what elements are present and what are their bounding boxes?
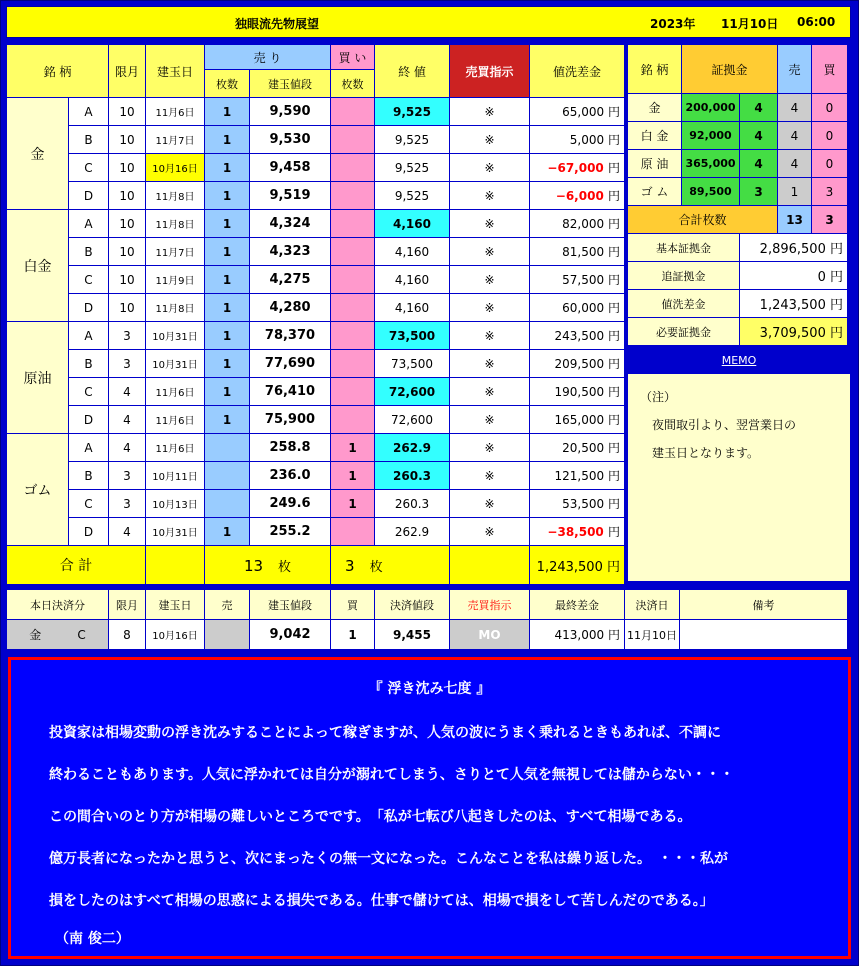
position-label: B (69, 350, 109, 378)
page-title: 独眼流先物展望 (235, 17, 320, 31)
position-price: 9,530 (250, 126, 331, 154)
settlement-header: 売 (205, 590, 250, 620)
position-month: 4 (109, 434, 146, 462)
position-diff: 121,500 円 (530, 462, 625, 490)
position-diff: −6,000 円 (530, 182, 625, 210)
position-month: 10 (109, 266, 146, 294)
position-buy (331, 126, 375, 154)
position-label: C (69, 154, 109, 182)
settlement-header: 限月 (109, 590, 146, 620)
settlement-header: 最終差金 (530, 590, 625, 620)
position-price: 75,900 (250, 406, 331, 434)
message-author: （南 俊二） (55, 931, 130, 947)
header-time: 06:00 (797, 15, 836, 29)
position-buy (331, 378, 375, 406)
position-close: 9,525 (375, 154, 450, 182)
position-sell: 1 (205, 406, 250, 434)
settlement-header: 売買指示 (450, 590, 530, 620)
position-date: 11月6日 (146, 406, 205, 434)
settlement-header: 決済日 (625, 590, 680, 620)
position-buy (331, 98, 375, 126)
margin-sell: 4 (778, 122, 812, 150)
position-date: 10月31日 (146, 350, 205, 378)
position-month: 4 (109, 378, 146, 406)
header-tategyoku-nedan: 建玉値段 (250, 70, 331, 98)
position-sell: 1 (205, 238, 250, 266)
position-label: C (69, 378, 109, 406)
position-date: 10月13日 (146, 490, 205, 518)
margin-sell: 4 (778, 150, 812, 178)
position-date: 11月8日 (146, 294, 205, 322)
position-buy: 1 (331, 490, 375, 518)
position-mark: ※ (450, 98, 530, 126)
position-row (7, 434, 625, 462)
position-month: 3 (109, 462, 146, 490)
margin-name: ゴ ム (628, 178, 682, 206)
position-label: C (69, 490, 109, 518)
position-close: 262.9 (375, 518, 450, 546)
position-date: 11月8日 (146, 182, 205, 210)
header-year: 2023年 (650, 17, 696, 31)
position-date: 11月7日 (146, 126, 205, 154)
margin-row (628, 150, 848, 178)
memo-text: （注） 夜間取引より、翌営業日の 建玉日となります。 (640, 390, 797, 460)
position-month: 4 (109, 406, 146, 434)
position-label: B (69, 126, 109, 154)
margin-summary-row (628, 318, 848, 346)
position-sell: 1 (205, 210, 250, 238)
position-row (7, 378, 625, 406)
margin-summary-label: 基本証拠金 (628, 234, 740, 262)
message-line: 終わることもあります。人気に浮かれては自分が溺れてしまう、さりとて人気を無視しては儲からない・・・ (49, 767, 734, 783)
position-sell: 1 (205, 350, 250, 378)
margin-mult: 3 (740, 178, 778, 206)
margin-header-kai: 買 (812, 45, 848, 94)
position-close: 260.3 (375, 490, 450, 518)
position-row (7, 350, 625, 378)
position-label: C (69, 266, 109, 294)
position-date: 11月6日 (146, 98, 205, 126)
position-sell (205, 490, 250, 518)
position-month: 10 (109, 238, 146, 266)
position-diff: 53,500 円 (530, 490, 625, 518)
margin-summary-value: 0 円 (740, 262, 848, 290)
settlement-note (680, 620, 848, 650)
position-sell: 1 (205, 98, 250, 126)
position-price: 4,323 (250, 238, 331, 266)
position-diff: 65,000 円 (530, 98, 625, 126)
margin-summary-row (628, 290, 848, 318)
margin-name: 白 金 (628, 122, 682, 150)
margin-row (628, 94, 848, 122)
position-diff: 81,500 円 (530, 238, 625, 266)
position-price: 76,410 (250, 378, 331, 406)
position-label: A (69, 434, 109, 462)
commodity-name: 白金 (7, 210, 69, 322)
position-sell: 1 (205, 154, 250, 182)
position-price: 4,324 (250, 210, 331, 238)
position-price: 258.8 (250, 434, 331, 462)
position-row (7, 126, 625, 154)
position-price: 77,690 (250, 350, 331, 378)
position-row (7, 266, 625, 294)
position-date: 11月6日 (146, 378, 205, 406)
position-buy: 1 (331, 434, 375, 462)
message-line: 億万長者になったかと思うと、次にまったくの無一文になった。こんなことを私は繰り返した。 ・・・私が (49, 851, 728, 867)
position-price: 249.6 (250, 490, 331, 518)
position-label: D (69, 294, 109, 322)
margin-summary-value: 3,709,500 円 (740, 318, 848, 346)
margin-row (628, 178, 848, 206)
position-label: D (69, 182, 109, 210)
position-close: 4,160 (375, 266, 450, 294)
position-buy (331, 350, 375, 378)
position-date: 11月6日 (146, 434, 205, 462)
settlement-table (6, 589, 848, 650)
position-mark: ※ (450, 322, 530, 350)
commodity-name: ゴム (7, 434, 69, 546)
header-owarine: 終 値 (375, 45, 450, 98)
header-meigara: 銘 柄 (7, 45, 109, 98)
position-date: 10月11日 (146, 462, 205, 490)
position-month: 10 (109, 154, 146, 182)
position-row (7, 210, 625, 238)
position-diff: 243,500 円 (530, 322, 625, 350)
position-buy (331, 406, 375, 434)
margin-total-buy: 3 (812, 206, 848, 234)
title-bar (6, 6, 851, 38)
position-sell: 1 (205, 126, 250, 154)
position-sell: 1 (205, 378, 250, 406)
position-month: 10 (109, 210, 146, 238)
margin-summary-row (628, 262, 848, 290)
position-close: 9,525 (375, 98, 450, 126)
margin-header-meigara: 銘 柄 (628, 45, 682, 94)
position-mark: ※ (450, 378, 530, 406)
position-date: 10月31日 (146, 518, 205, 546)
margin-table (627, 44, 848, 346)
settlement-settle-date: 11月10日 (625, 620, 680, 650)
margin-name: 金 (628, 94, 682, 122)
header-date: 11月10日 (721, 17, 779, 31)
settlement-final: 413,000 円 (530, 620, 625, 650)
position-sell (205, 462, 250, 490)
position-close: 4,160 (375, 294, 450, 322)
margin-header-uri: 売 (778, 45, 812, 94)
header-sell-maisu: 枚数 (205, 70, 250, 98)
message-panel (8, 657, 851, 959)
position-label: A (69, 210, 109, 238)
position-buy: 1 (331, 462, 375, 490)
position-mark: ※ (450, 350, 530, 378)
position-row (7, 154, 625, 182)
message-line: 損をしたのはすべて相場の思惑による損失である。仕事で儲けては、相場で損をして苦しんだのである。」 (49, 893, 714, 909)
position-date: 10月31日 (146, 322, 205, 350)
message-line: 投資家は相場変動の浮き沈みすることによって稼ぎますが、人気の波にうまく乗れるときもあれば、不調に (49, 725, 721, 741)
settlement-date: 10月16日 (146, 620, 205, 650)
baibai-shiji-button[interactable]: 売買指示 (450, 45, 530, 98)
position-sell: 1 (205, 182, 250, 210)
message-title: 『 浮き沈み七度 』 (368, 681, 491, 697)
position-row (7, 518, 625, 546)
position-price: 255.2 (250, 518, 331, 546)
margin-summary-value: 1,243,500 円 (740, 290, 848, 318)
settlement-name: 金 C (7, 620, 109, 650)
margin-sell: 4 (778, 94, 812, 122)
position-mark: ※ (450, 182, 530, 210)
commodity-name: 金 (7, 98, 69, 210)
total-buy-count: 3 枚 (331, 546, 450, 585)
header-uri: 売 り (205, 45, 331, 70)
position-close: 72,600 (375, 378, 450, 406)
position-month: 10 (109, 294, 146, 322)
position-mark: ※ (450, 154, 530, 182)
position-month: 3 (109, 322, 146, 350)
header-kai: 買 い (331, 45, 375, 70)
position-mark: ※ (450, 462, 530, 490)
position-close: 73,500 (375, 322, 450, 350)
positions-table (6, 44, 625, 585)
position-month: 10 (109, 98, 146, 126)
position-row (7, 462, 625, 490)
margin-total-label: 合計枚数 (628, 206, 778, 234)
position-price: 9,590 (250, 98, 331, 126)
position-date: 11月9日 (146, 266, 205, 294)
position-mark: ※ (450, 238, 530, 266)
settlement-sell (205, 620, 250, 650)
position-buy (331, 322, 375, 350)
position-date: 10月16日 (146, 154, 205, 182)
position-month: 10 (109, 182, 146, 210)
header-gengetsu: 限月 (109, 45, 146, 98)
margin-summary-label: 値洗差金 (628, 290, 740, 318)
position-diff: 20,500 円 (530, 434, 625, 462)
position-diff: 209,500 円 (530, 350, 625, 378)
settlement-price: 9,042 (250, 620, 331, 650)
settlement-month: 8 (109, 620, 146, 650)
total-sell-count: 13 枚 (205, 546, 331, 585)
position-buy (331, 154, 375, 182)
margin-total-row (628, 206, 848, 234)
margin-summary-label: 必要証拠金 (628, 318, 740, 346)
settlement-buy: 1 (331, 620, 375, 650)
margin-amount: 365,000 (682, 150, 740, 178)
position-label: B (69, 462, 109, 490)
margin-buy: 0 (812, 94, 848, 122)
position-diff: 5,000 円 (530, 126, 625, 154)
commodity-name: 原油 (7, 322, 69, 434)
position-sell: 1 (205, 266, 250, 294)
settlement-header: 建玉日 (146, 590, 205, 620)
position-price: 236.0 (250, 462, 331, 490)
position-price: 78,370 (250, 322, 331, 350)
position-close: 73,500 (375, 350, 450, 378)
position-price: 9,519 (250, 182, 331, 210)
position-close: 4,160 (375, 238, 450, 266)
memo-panel (627, 348, 851, 582)
position-mark: ※ (450, 434, 530, 462)
position-label: A (69, 322, 109, 350)
position-sell: 1 (205, 294, 250, 322)
position-buy (331, 210, 375, 238)
margin-mult: 4 (740, 94, 778, 122)
position-label: D (69, 518, 109, 546)
settlement-settle-price: 9,455 (375, 620, 450, 650)
position-mark: ※ (450, 406, 530, 434)
margin-summary-value: 2,896,500 円 (740, 234, 848, 262)
position-mark: ※ (450, 126, 530, 154)
position-row (7, 238, 625, 266)
position-month: 10 (109, 126, 146, 154)
position-row (7, 98, 625, 126)
position-buy (331, 182, 375, 210)
margin-mult: 4 (740, 150, 778, 178)
margin-amount: 200,000 (682, 94, 740, 122)
position-row (7, 294, 625, 322)
margin-amount: 89,500 (682, 178, 740, 206)
position-mark: ※ (450, 518, 530, 546)
position-row (7, 406, 625, 434)
position-month: 4 (109, 518, 146, 546)
position-close: 262.9 (375, 434, 450, 462)
position-diff: 190,500 円 (530, 378, 625, 406)
position-price: 4,275 (250, 266, 331, 294)
position-row (7, 490, 625, 518)
position-month: 3 (109, 490, 146, 518)
header-tategyokubi: 建玉日 (146, 45, 205, 98)
position-diff: −38,500 円 (530, 518, 625, 546)
message-line: この間合いのとり方が相場の難しいところでです。 「私が七転び八起きしたのは、すべて相場である。 (49, 809, 692, 825)
position-sell (205, 434, 250, 462)
position-buy (331, 266, 375, 294)
total-label: 合 計 (7, 546, 146, 585)
margin-mult: 4 (740, 122, 778, 150)
position-row (7, 322, 625, 350)
total-diff: 1,243,500 円 (530, 546, 625, 585)
header-buy-maisu: 枚数 (331, 70, 375, 98)
position-close: 9,525 (375, 126, 450, 154)
position-date: 11月7日 (146, 238, 205, 266)
position-label: A (69, 98, 109, 126)
position-month: 3 (109, 350, 146, 378)
position-label: D (69, 406, 109, 434)
margin-amount: 92,000 (682, 122, 740, 150)
position-diff: 165,000 円 (530, 406, 625, 434)
margin-buy: 0 (812, 150, 848, 178)
memo-link[interactable]: MEMO (627, 348, 851, 374)
margin-header-shokokin: 証拠金 (682, 45, 778, 94)
position-buy (331, 238, 375, 266)
margin-sell: 1 (778, 178, 812, 206)
position-close: 72,600 (375, 406, 450, 434)
position-buy (331, 518, 375, 546)
position-close: 4,160 (375, 210, 450, 238)
margin-summary-row (628, 234, 848, 262)
position-price: 4,280 (250, 294, 331, 322)
settlement-header: 買 (331, 590, 375, 620)
position-diff: 60,000 円 (530, 294, 625, 322)
margin-row (628, 122, 848, 150)
position-mark: ※ (450, 294, 530, 322)
position-diff: −67,000 円 (530, 154, 625, 182)
margin-total-sell: 13 (778, 206, 812, 234)
position-buy (331, 294, 375, 322)
margin-buy: 0 (812, 122, 848, 150)
position-mark: ※ (450, 490, 530, 518)
position-close: 9,525 (375, 182, 450, 210)
header-nearai-sakin: 値洗差金 (530, 45, 625, 98)
position-diff: 82,000 円 (530, 210, 625, 238)
position-mark: ※ (450, 210, 530, 238)
position-row (7, 182, 625, 210)
margin-summary-label: 追証拠金 (628, 262, 740, 290)
position-sell: 1 (205, 322, 250, 350)
margin-buy: 3 (812, 178, 848, 206)
settlement-order: MO (450, 620, 530, 650)
position-date: 11月8日 (146, 210, 205, 238)
position-sell: 1 (205, 518, 250, 546)
position-price: 9,458 (250, 154, 331, 182)
settlement-header: 決済値段 (375, 590, 450, 620)
settlement-header: 建玉値段 (250, 590, 331, 620)
settlement-header: 本日決済分 (7, 590, 109, 620)
position-mark: ※ (450, 266, 530, 294)
position-diff: 57,500 円 (530, 266, 625, 294)
position-label: B (69, 238, 109, 266)
position-close: 260.3 (375, 462, 450, 490)
margin-name: 原 油 (628, 150, 682, 178)
settlement-header: 備考 (680, 590, 848, 620)
